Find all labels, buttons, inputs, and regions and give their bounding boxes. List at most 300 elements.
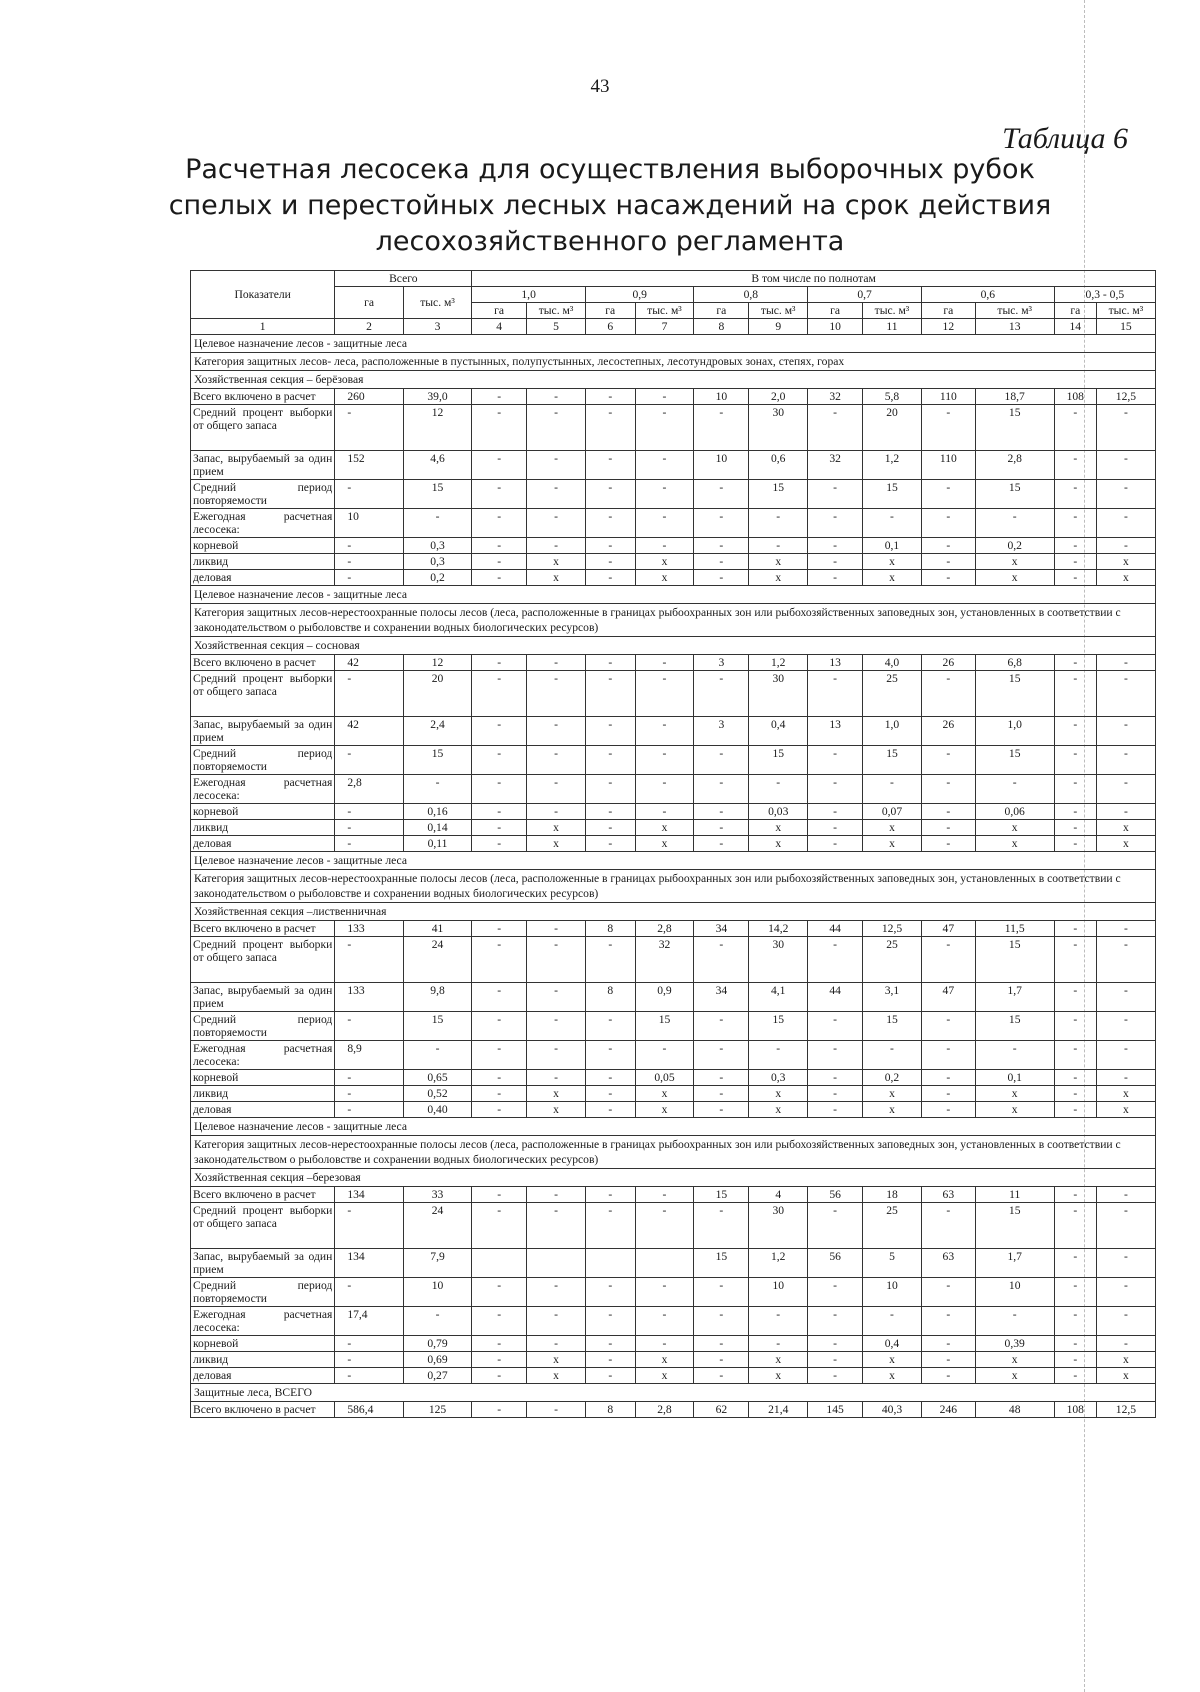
economic-section: Хозяйственная секция – берёзовая [191,371,1156,389]
value-cell: - [527,746,586,775]
value-cell: 26 [921,655,975,671]
header-density: 0,7 [808,287,922,303]
value-cell: - [472,554,527,570]
value-cell: - [1054,804,1096,820]
value-cell: - [472,480,527,509]
value-cell: 1,0 [863,717,922,746]
table-row [191,671,1156,717]
value-cell: 13 [808,717,863,746]
value-cell: x [975,820,1054,836]
forest-category-row [191,604,1156,637]
forest-purpose-row [191,852,1156,870]
value-cell: - [921,836,975,852]
value-cell: - [527,405,586,451]
value-cell: - [472,538,527,554]
value-cell: - [335,1352,403,1368]
value-cell: 15 [975,937,1054,983]
header-indicators: Показатели [191,271,335,319]
column-number: 9 [749,319,808,335]
value-cell: 24 [403,937,471,983]
value-cell: - [472,389,527,405]
value-cell: - [749,1336,808,1352]
value-cell: - [694,820,749,836]
value-cell: x [527,836,586,852]
value-cell: - [808,1352,863,1368]
column-number: 1 [191,319,335,335]
value-cell: - [472,746,527,775]
value-cell: 0,69 [403,1352,471,1368]
value-cell: - [335,937,403,983]
forest-category: Категория защитных лесов-нерестоохранные полосы лесов (леса, расположенные в границах рыбоохранных зон или рыбохозяйственных заповедных зон, установленных в соответствии с законодательством о рыболовстве и сохранении водных биологических ресурсов) [191,870,1156,903]
indicator-label: деловая [191,836,335,852]
value-cell: - [808,804,863,820]
value-cell: - [808,538,863,554]
value-cell: - [586,389,636,405]
value-cell: - [921,746,975,775]
value-cell: 134 [335,1187,403,1203]
indicator-label: Всего включено в расчет [191,921,335,937]
value-cell: 32 [808,451,863,480]
value-cell: x [975,554,1054,570]
value-cell: - [586,804,636,820]
value-cell: - [694,1041,749,1070]
value-cell: 0,4 [749,717,808,746]
value-cell: - [472,1086,527,1102]
value-cell: 15 [749,746,808,775]
value-cell: - [1054,1352,1096,1368]
value-cell: 63 [921,1187,975,1203]
value-cell: 0,3 [403,554,471,570]
value-cell: - [635,1041,694,1070]
indicator-label: Средний период повторяемости [191,1012,335,1041]
value-cell: - [1096,1249,1155,1278]
value-cell: 26 [921,717,975,746]
column-number: 6 [586,319,636,335]
indicator-label: деловая [191,1102,335,1118]
value-cell: - [472,1352,527,1368]
value-cell: - [921,820,975,836]
value-cell: - [1096,480,1155,509]
indicator-label: ликвид [191,820,335,836]
value-cell: x [1096,1352,1155,1368]
indicator-label: ликвид [191,1086,335,1102]
value-cell: - [586,480,636,509]
value-cell: - [586,717,636,746]
value-cell: 246 [921,1402,975,1418]
value-cell: 12 [403,405,471,451]
value-cell: 62 [694,1402,749,1418]
value-cell: x [1096,1086,1155,1102]
header-unit-thm3: тыс. м³ [975,303,1054,319]
value-cell: - [921,775,975,804]
value-cell: - [586,509,636,538]
value-cell: x [975,836,1054,852]
table-row [191,554,1156,570]
value-cell: - [1054,655,1096,671]
column-number: 14 [1054,319,1096,335]
value-cell: 15 [749,1012,808,1041]
value-cell: - [694,671,749,717]
value-cell: - [335,1102,403,1118]
value-cell: 12,5 [863,921,922,937]
value-cell: - [586,820,636,836]
value-cell: 110 [921,451,975,480]
value-cell: 15 [975,405,1054,451]
value-cell: 15 [975,746,1054,775]
value-cell: 2,4 [403,717,471,746]
value-cell: - [586,570,636,586]
value-cell: - [749,1307,808,1336]
value-cell: - [527,671,586,717]
value-cell: 1,2 [863,451,922,480]
value-cell: - [1054,451,1096,480]
value-cell: - [586,655,636,671]
value-cell: 30 [749,671,808,717]
value-cell: - [1096,1203,1155,1249]
economic-section-row [191,1169,1156,1187]
value-cell: - [1054,1278,1096,1307]
value-cell: - [921,1278,975,1307]
indicator-label: деловая [191,1368,335,1384]
value-cell: - [694,405,749,451]
value-cell: - [527,937,586,983]
indicator-label: Средний период повторяемости [191,746,335,775]
value-cell: x [527,570,586,586]
table-row [191,1041,1156,1070]
value-cell: - [808,1278,863,1307]
value-cell: - [1054,983,1096,1012]
value-cell: 4,6 [403,451,471,480]
value-cell: - [635,1336,694,1352]
value-cell: - [527,1278,586,1307]
value-cell: - [1096,1336,1155,1352]
value-cell: - [808,405,863,451]
table-label: Таблица 6 [1002,122,1128,155]
value-cell: 0,6 [749,451,808,480]
value-cell: - [1054,1070,1096,1086]
value-cell: - [335,836,403,852]
value-cell: x [635,1086,694,1102]
value-cell: - [1054,937,1096,983]
value-cell: 44 [808,983,863,1012]
value-cell: - [335,538,403,554]
value-cell: - [1096,451,1155,480]
indicator-label: Всего включено в расчет [191,1187,335,1203]
value-cell: x [863,570,922,586]
value-cell: - [586,937,636,983]
column-number: 12 [921,319,975,335]
value-cell: x [749,1352,808,1368]
value-cell [472,1249,527,1278]
column-numbers-row [191,319,1156,335]
value-cell: - [921,1102,975,1118]
indicator-label: Запас, вырубаемый за один прием [191,717,335,746]
header-unit-ha: га [921,303,975,319]
table-row [191,570,1156,586]
table-row [191,405,1156,451]
value-cell: - [1096,1278,1155,1307]
value-cell: - [472,983,527,1012]
header-unit-thm3: тыс. м³ [1096,303,1155,319]
value-cell: x [863,554,922,570]
value-cell: - [694,1086,749,1102]
value-cell: 3 [694,717,749,746]
value-cell: 15 [403,746,471,775]
value-cell: - [527,1187,586,1203]
value-cell: - [472,1402,527,1418]
value-cell: x [1096,1368,1155,1384]
value-cell: 8 [586,1402,636,1418]
indicator-label: Ежегодная расчетная лесосека: [191,775,335,804]
value-cell: - [527,655,586,671]
value-cell: x [635,1368,694,1384]
value-cell: - [694,1352,749,1368]
value-cell: - [1054,1086,1096,1102]
value-cell: - [335,480,403,509]
table-row [191,820,1156,836]
value-cell: 20 [403,671,471,717]
value-cell: 13 [808,655,863,671]
value-cell: x [635,1102,694,1118]
table-row [191,1249,1156,1278]
value-cell: - [1054,1203,1096,1249]
value-cell: - [635,746,694,775]
value-cell: 586,4 [335,1402,403,1418]
value-cell: 40,3 [863,1402,922,1418]
value-cell: - [921,1368,975,1384]
value-cell: - [808,1086,863,1102]
table-row [191,1336,1156,1352]
value-cell: - [527,480,586,509]
value-cell: 108 [1054,389,1096,405]
value-cell: 34 [694,921,749,937]
header-density: 1,0 [472,287,586,303]
value-cell: - [586,451,636,480]
economic-section: Хозяйственная секция –березовая [191,1169,1156,1187]
indicator-label: Средний период повторяемости [191,480,335,509]
value-cell: 0,27 [403,1368,471,1384]
value-cell [635,1249,694,1278]
value-cell: 30 [749,405,808,451]
value-cell: - [472,921,527,937]
value-cell: - [527,717,586,746]
value-cell: - [472,937,527,983]
table-row [191,1187,1156,1203]
value-cell: - [472,1187,527,1203]
table-row [191,1203,1156,1249]
value-cell: - [586,1102,636,1118]
value-cell: - [335,1086,403,1102]
value-cell: - [527,1307,586,1336]
value-cell: - [1054,820,1096,836]
table-row [191,937,1156,983]
value-cell: 0,79 [403,1336,471,1352]
value-cell: 6,8 [975,655,1054,671]
value-cell: 0,52 [403,1086,471,1102]
value-cell: - [921,1086,975,1102]
value-cell: 0,3 [403,538,471,554]
value-cell: 125 [403,1402,471,1418]
value-cell: - [586,1041,636,1070]
value-cell: x [975,1352,1054,1368]
value-cell: - [975,1307,1054,1336]
header-unit-ha: га [1054,303,1096,319]
value-cell: 0,11 [403,836,471,852]
value-cell: 15 [694,1249,749,1278]
column-number: 7 [635,319,694,335]
value-cell: - [586,746,636,775]
value-cell: - [472,1307,527,1336]
value-cell: 260 [335,389,403,405]
value-cell: 0,16 [403,804,471,820]
value-cell: - [472,836,527,852]
value-cell: - [921,937,975,983]
value-cell: 4 [749,1187,808,1203]
value-cell: - [403,775,471,804]
value-cell [527,1249,586,1278]
value-cell: - [1096,1070,1155,1086]
forest-purpose: Целевое назначение лесов - защитные леса [191,335,1156,353]
value-cell: 0,4 [863,1336,922,1352]
value-cell: 9,8 [403,983,471,1012]
value-cell: - [1054,921,1096,937]
value-cell: 8 [586,983,636,1012]
value-cell: 15 [863,1012,922,1041]
indicator-label: Средний процент выборки от общего запаса [191,1203,335,1249]
value-cell: 56 [808,1187,863,1203]
column-number: 10 [808,319,863,335]
value-cell: - [1054,1249,1096,1278]
value-cell: x [749,554,808,570]
column-number: 8 [694,319,749,335]
value-cell: 10 [694,389,749,405]
value-cell: - [1054,671,1096,717]
value-cell: 10 [694,451,749,480]
value-cell: 10 [749,1278,808,1307]
value-cell: - [472,1336,527,1352]
value-cell: - [635,775,694,804]
value-cell: x [749,1086,808,1102]
value-cell: - [863,509,922,538]
value-cell: - [921,405,975,451]
header-unit-ha: га [808,303,863,319]
indicator-label: корневой [191,804,335,820]
value-cell: 42 [335,717,403,746]
value-cell: - [1096,775,1155,804]
value-cell: 20 [863,405,922,451]
value-cell: - [335,820,403,836]
value-cell: - [808,480,863,509]
forest-purpose-row [191,586,1156,604]
value-cell: 44 [808,921,863,937]
value-cell: - [808,746,863,775]
table-row [191,1070,1156,1086]
value-cell: 25 [863,937,922,983]
value-cell: 0,06 [975,804,1054,820]
indicator-label: Всего включено в расчет [191,1402,335,1418]
value-cell: x [527,1352,586,1368]
value-cell: x [975,570,1054,586]
value-cell: - [335,1203,403,1249]
value-cell: - [527,921,586,937]
column-number: 11 [863,319,922,335]
value-cell: 0,14 [403,820,471,836]
value-cell: 134 [335,1249,403,1278]
table-row [191,538,1156,554]
value-cell: - [808,570,863,586]
value-cell: - [1096,1307,1155,1336]
forest-purpose-row [191,1118,1156,1136]
value-cell: - [1096,509,1155,538]
value-cell: x [635,554,694,570]
value-cell: - [1096,717,1155,746]
value-cell: - [586,775,636,804]
value-cell: - [1096,983,1155,1012]
value-cell: - [527,538,586,554]
value-cell: - [694,1278,749,1307]
value-cell: 2,8 [975,451,1054,480]
table-header [191,271,1156,335]
value-cell: 34 [694,983,749,1012]
header-unit-ha: га [472,303,527,319]
value-cell [586,1249,636,1278]
table-row [191,1086,1156,1102]
value-cell: - [527,804,586,820]
indicator-label: ликвид [191,554,335,570]
value-cell: - [586,1368,636,1384]
forest-purpose: Целевое назначение лесов - защитные леса [191,1118,1156,1136]
table-row [191,1012,1156,1041]
value-cell: 4,1 [749,983,808,1012]
value-cell: - [863,775,922,804]
value-cell: - [1096,937,1155,983]
value-cell: 3 [694,655,749,671]
value-cell: - [808,836,863,852]
indicator-label: Всего включено в расчет [191,389,335,405]
economic-section: Хозяйственная секция – сосновая [191,637,1156,655]
table-row [191,389,1156,405]
value-cell: 1,2 [749,1249,808,1278]
value-cell: 18,7 [975,389,1054,405]
value-cell: - [472,1102,527,1118]
value-cell: x [527,820,586,836]
value-cell: - [586,1203,636,1249]
table-row [191,746,1156,775]
value-cell: 11 [975,1187,1054,1203]
value-cell: x [975,1368,1054,1384]
value-cell: x [527,554,586,570]
value-cell: 1,7 [975,983,1054,1012]
value-cell: x [1096,820,1155,836]
value-cell: - [335,1368,403,1384]
header-including-by-density: В том числе по полнотам [472,271,1156,287]
economic-section-row [191,371,1156,389]
value-cell: 133 [335,983,403,1012]
value-cell: - [635,671,694,717]
value-cell: - [694,836,749,852]
indicator-label: корневой [191,1336,335,1352]
table-body [191,335,1156,1418]
column-number: 13 [975,319,1054,335]
value-cell: - [749,1041,808,1070]
header-unit-thm3: тыс. м³ [863,303,922,319]
column-number: 4 [472,319,527,335]
value-cell: 15 [975,1012,1054,1041]
value-cell: x [1096,836,1155,852]
table-row [191,717,1156,746]
value-cell: 48 [975,1402,1054,1418]
value-cell: - [635,1203,694,1249]
